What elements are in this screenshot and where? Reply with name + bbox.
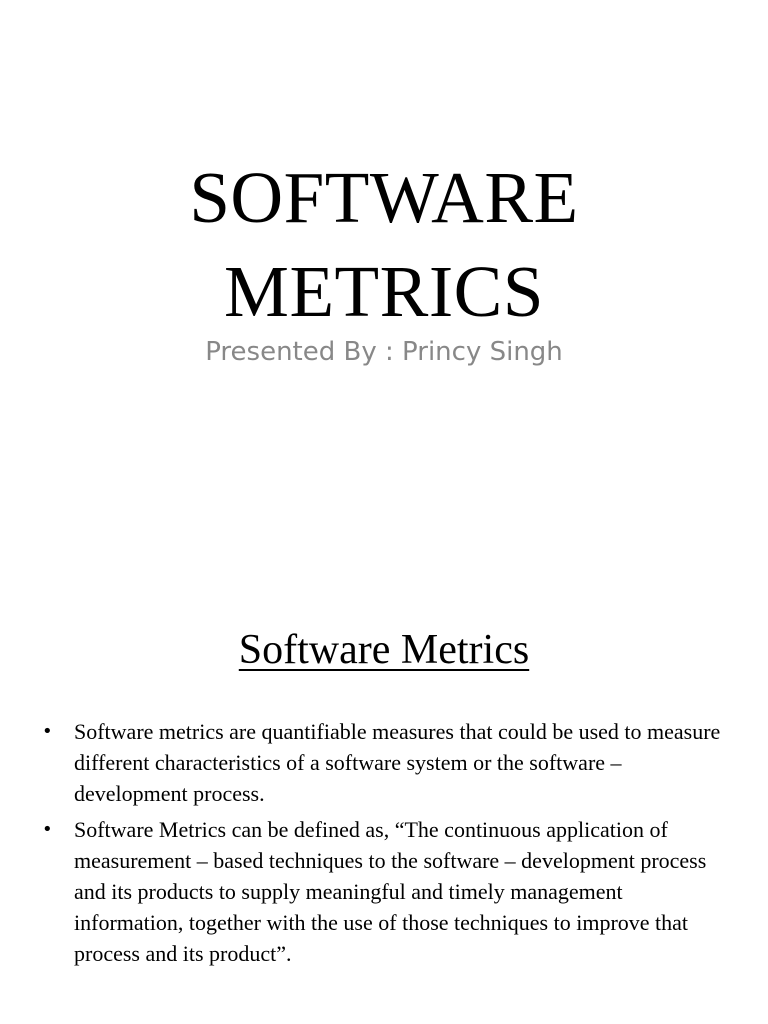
bullet-item — [42, 716, 732, 809]
bullet-dot-icon: • — [42, 721, 53, 742]
slide-heading: Software Metrics — [238, 627, 530, 673]
presenter-subtitle: Presented By : Princy Singh — [205, 337, 563, 367]
bullet-list — [42, 716, 732, 974]
bullet-item — [42, 814, 732, 969]
slide-title-line-1: SOFTWARE — [189, 157, 579, 238]
bullet-text: Software metrics are quantifiable measures that could be used to measure different characteristics of a software system or the software – development process. — [74, 719, 721, 806]
slide-title-line-2: METRICS — [224, 251, 544, 332]
bullet-dot-icon: • — [42, 819, 53, 840]
bullet-text: Software Metrics can be defined as, “The continuous application of measurement – based techniques to the software – development process and its products to supply meaningful and timely management information, together with the use of those techniques to improve that process and its product”. — [74, 817, 707, 966]
content-slide — [0, 512, 768, 1024]
